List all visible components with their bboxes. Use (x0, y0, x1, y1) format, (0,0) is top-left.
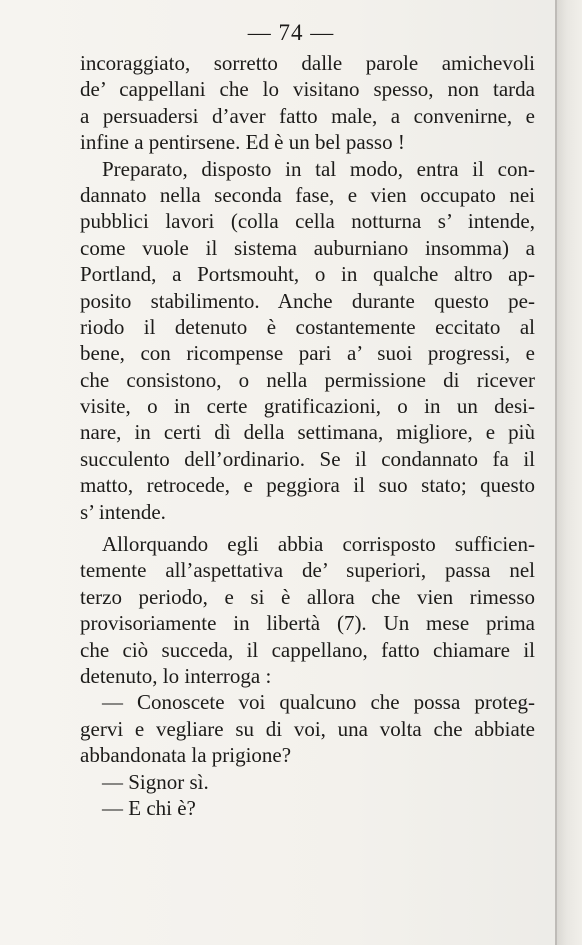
page-edge-shadow (557, 0, 582, 945)
text-line: s’ intende. (80, 499, 166, 524)
text-line: infine a pentirsene. Ed è un bel passo ! (80, 130, 405, 155)
text-line: visite, o in certe gratificazioni, o in un desi- (80, 394, 535, 419)
text-line: che ciò succeda, il cappellano, fatto chiamare il (80, 637, 535, 662)
text-line: Allorquando egli abbia corrisposto sufficien- (102, 532, 535, 557)
text-line: incoraggiato, sorretto dalle parole amichevoli (80, 51, 535, 75)
text-line: riodo il detenuto è costantemente eccitato al (80, 314, 535, 339)
text-line: Portland, a Portsmouht, o in qualche altro ap- (80, 262, 535, 287)
text-line: detenuto, lo interroga : (80, 663, 272, 688)
text-line: provisoriamente in libertà (7). Un mese prima (80, 611, 535, 636)
dialogue-line: — Signor sì. (102, 769, 209, 794)
text-line: terzo periodo, e si è allora che vien rimesso (80, 584, 535, 609)
text-line: che consistono, o nella permissione di ricever (80, 367, 535, 392)
text-line: a persuadersi d’aver fatto male, a convenirne, e (80, 103, 535, 128)
dialogue-line: — E chi è? (102, 795, 196, 820)
text-line: temente all’aspettativa de’ superiori, passa nel (80, 558, 535, 583)
page-number: — 74 — (247, 20, 335, 45)
text-line: abbandonata la prigione? (80, 743, 292, 768)
text-line: dannato nella seconda fase, e vien occupato nei (80, 182, 535, 207)
text-line: de’ cappellani che lo visitano spesso, non tarda (80, 77, 535, 102)
text-line: succulento dell’ordinario. Se il condannato fa il (80, 446, 535, 471)
body-text (80, 50, 535, 821)
text-line: matto, retrocede, e peggiora il suo stato; questo (80, 473, 535, 498)
text-line: pubblici lavori (colla cella notturna s’ intende, (80, 209, 535, 234)
text-line: gervi e vegliare su di voi, una volta che abbiate (80, 716, 535, 741)
text-line: Preparato, disposto in tal modo, entra il con- (102, 156, 535, 181)
text-line: bene, con ricompense pari a’ suoi progressi, e (80, 341, 535, 366)
text-line: nare, in certi dì della settimana, migliore, e più (80, 420, 535, 445)
text-line: come vuole il sistema auburniano insomma) a (80, 235, 535, 260)
dialogue-line: — Conoscete voi qualcuno che possa proteg- (102, 690, 535, 715)
text-line: posito stabilimento. Anche durante questo pe- (80, 288, 535, 313)
